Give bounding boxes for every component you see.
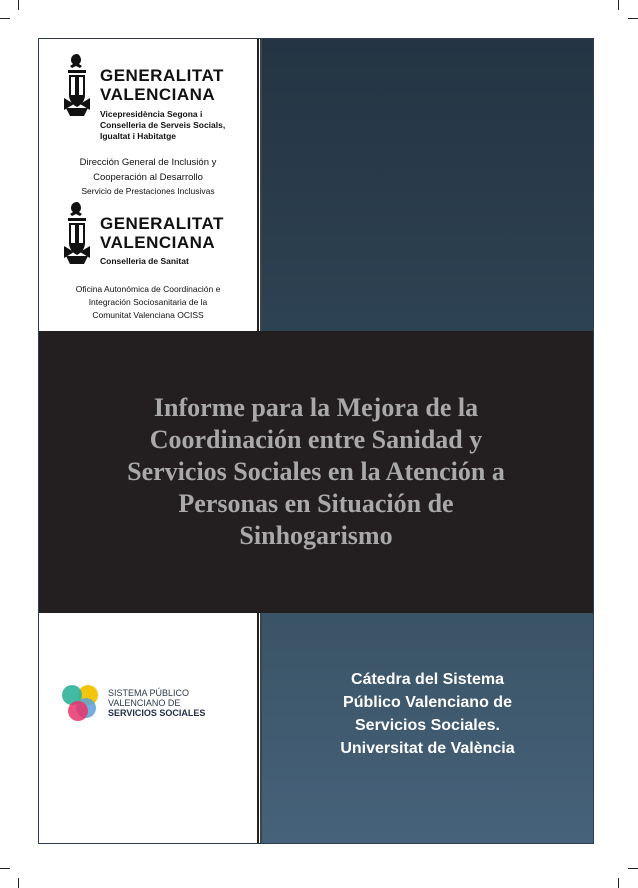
top-color-panel bbox=[262, 39, 593, 331]
direction-line: Servicio de Prestaciones Inclusivas bbox=[81, 186, 215, 196]
servicios-sociales-logo-icon bbox=[60, 684, 102, 722]
title-line: Informe para la Mejora de la bbox=[153, 393, 479, 422]
ssp-line: SISTEMA PÚBLICO bbox=[108, 688, 190, 698]
generalitat-logo-servicios-sociales bbox=[62, 52, 252, 142]
department-name: Vicepresidència Segona i bbox=[100, 109, 203, 119]
title-band bbox=[39, 331, 593, 613]
crop-mark bbox=[18, 0, 19, 10]
brand-name: VALENCIANA bbox=[100, 85, 216, 104]
crop-mark bbox=[0, 868, 10, 869]
servicios-sociales-logo bbox=[60, 684, 205, 722]
ssp-line: SERVICIOS SOCIALES bbox=[108, 708, 206, 718]
crop-mark bbox=[18, 878, 19, 888]
department-name: Igualtat i Habitatge bbox=[100, 131, 177, 141]
office-note bbox=[42, 283, 254, 322]
department-name: Conselleria de Serveis Socials, bbox=[100, 120, 226, 130]
report-title bbox=[96, 392, 536, 552]
crop-mark bbox=[628, 18, 638, 19]
title-line: Personas en Situación de bbox=[178, 489, 454, 518]
brand-name: GENERALITAT bbox=[100, 66, 224, 85]
office-line: Comunitat Valenciana OCISS bbox=[92, 310, 204, 320]
department-name: Conselleria de Sanitat bbox=[100, 256, 189, 266]
author-line: Servicios Sociales. bbox=[355, 717, 500, 734]
coat-of-arms-icon bbox=[62, 200, 92, 266]
ssp-line: VALENCIANO DE bbox=[108, 698, 181, 708]
office-line: Integración Sociosanitaria de la bbox=[88, 297, 208, 307]
office-line: Oficina Autonómica de Coordinación e bbox=[75, 284, 221, 294]
direction-line: Cooperación al Desarrollo bbox=[93, 172, 203, 183]
direction-note bbox=[42, 155, 254, 197]
title-line: Sinhogarismo bbox=[239, 521, 393, 550]
author-block bbox=[262, 668, 593, 760]
direction-line: Dirección General de Inclusión y bbox=[79, 157, 217, 168]
crop-mark bbox=[628, 868, 638, 869]
brand-name: VALENCIANA bbox=[100, 233, 216, 252]
crop-mark bbox=[618, 0, 619, 10]
crop-mark bbox=[0, 18, 10, 19]
brand-name: GENERALITAT bbox=[100, 214, 224, 233]
author-line: Cátedra del Sistema bbox=[351, 671, 504, 688]
crop-mark bbox=[618, 878, 619, 888]
title-line: Servicios Sociales en la Atención a bbox=[127, 457, 505, 486]
title-line: Coordinación entre Sanidad y bbox=[149, 425, 483, 454]
author-line: Universitat de València bbox=[340, 740, 515, 757]
lower-logo-panel bbox=[39, 613, 257, 843]
coat-of-arms-icon bbox=[62, 52, 92, 118]
author-line: Público Valenciano de bbox=[343, 694, 512, 711]
generalitat-logo-sanitat bbox=[62, 200, 252, 267]
